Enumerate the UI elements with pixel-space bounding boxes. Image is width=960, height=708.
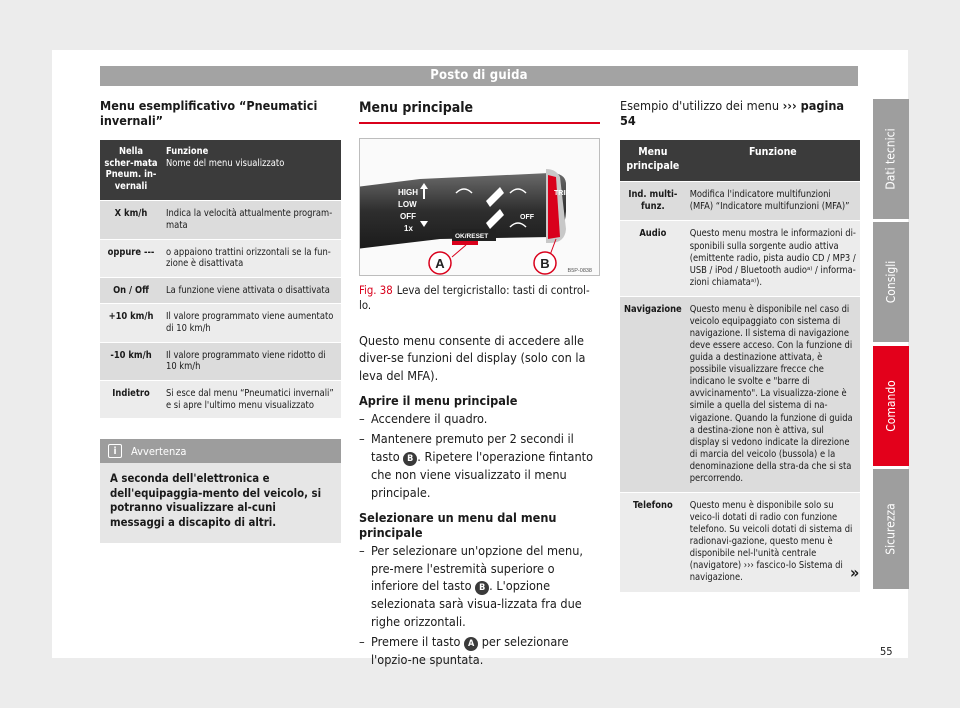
key-a-tag: A	[464, 637, 478, 651]
figure-code: B5P-0838	[567, 268, 592, 274]
tab-dati-tecnici[interactable]: Dati tecnici	[873, 99, 909, 219]
select-menu-subheading: Selezionare un menu dal menu principale	[359, 509, 557, 540]
header-col-screen: Nella scher-mata Pneum. in-vernali	[100, 140, 162, 201]
page-link[interactable]: ››› pagina 54	[620, 98, 845, 128]
wiper-stalk-illustration	[360, 139, 600, 276]
high-label: HIGH	[398, 188, 418, 197]
low-label: LOW	[398, 200, 417, 209]
winter-tyres-title: Menu esemplificativo “Pneumatici invernali”	[100, 98, 318, 128]
header-col-function: Funzione	[686, 140, 860, 182]
off2-label: OFF	[520, 214, 534, 221]
example-heading: Esempio d'utilizzo dei menu ››› pagina 54	[620, 98, 845, 128]
winter-tyres-table	[100, 140, 341, 418]
ok-reset-label: OK/RESET	[455, 233, 489, 240]
header-col-menu: Menu principale	[620, 140, 686, 182]
continued-marker: »	[850, 563, 860, 582]
warning-title: Avvertenza	[131, 444, 187, 458]
callout-b-label: B	[540, 256, 550, 271]
step-1: – Accendere il quadro.	[359, 410, 600, 428]
warning-box	[100, 439, 341, 543]
table-row: X km/h Indica la velocità attualmente program-mata	[100, 201, 341, 239]
tab-consigli[interactable]: Consigli	[873, 222, 909, 342]
warning-header	[100, 439, 341, 463]
column-middle	[359, 98, 600, 669]
warning-text: A seconda dell'elettronica e dell'equipaggia-mento del veicolo, si potranno visualizzare al-cuni messaggi a discapito di altri.	[110, 472, 322, 530]
off-label: OFF	[400, 212, 416, 221]
main-menu-heading: Menu principale	[359, 98, 600, 124]
table-row: Navigazione Questo menu è disponibile nel caso di veicolo equipaggiato con sistema di navigazione. Il sistema di navigazione deve essere acceso. Con la funzione di guida a destinazione attivata, è possibile visualizzare frecce che indicano le svolte e "barre di avvicinamento". La visualizza-zione è simile a quella del sistema di na-vigazione. Quando la funzione di guida a destina-zione non è attiva, sul display si vedono indicate la direzione di marcia del veicolo (bussola) e la denominazione della stra-da che si sta percorrendo.	[620, 296, 860, 492]
tab-comando[interactable]: Comando	[873, 346, 909, 466]
tab-sicurezza[interactable]: Sicurezza	[873, 469, 909, 589]
table-header	[100, 140, 341, 201]
step-4: – Premere il tasto A per selezionare l'opzio-ne spuntata.	[359, 633, 600, 669]
table-row: On / Off La funzione viene attivata o disattivata	[100, 277, 341, 304]
table-row: Ind. multi-funz. Modifica l'indicatore multifunzioni (MFA) “Indicatore multifunzioni (MFA)”	[620, 182, 860, 221]
main-menu-table	[620, 140, 860, 592]
callout-a-label: A	[435, 256, 445, 271]
key-b-tag: B	[475, 581, 489, 595]
column-right	[620, 98, 860, 592]
step-3: – Per selezionare un'opzione del menu, pre-mere l'estremità superiore o inferiore del tasto B . L'opzione selezionata sarà visua-lizzata fra due righe orizzontali.	[359, 542, 600, 632]
figure-caption: Fig. 38 Leva del tergicristallo: tasti di control-lo.	[359, 284, 590, 313]
once-label: 1x	[404, 224, 413, 233]
step-2: – Mantenere premuto per 2 secondi il tasto B . Ripetere l'operazione fintanto che non viene visualizzato il menu principale.	[359, 430, 600, 502]
table-row: oppure --- o appaiono trattini orizzontali se la fun-zione è disattivata	[100, 239, 341, 277]
wiper-stalk-figure	[359, 138, 600, 276]
open-menu-subheading: Aprire il menu principale	[359, 393, 518, 409]
trip-label: TRIP	[554, 190, 570, 197]
table-row: Audio Questo menu mostra le informazioni di-sponibili sulla sorgente audio attiva (emittente radio, pista audio CD / MP3 / USB / iPod / Bluetooth audioᵃ⁾ / informa-zioni chiamataᵃ⁾).	[620, 221, 860, 296]
header-col-function: Funzione Nome del menu visualizzato	[162, 140, 341, 201]
table-row: Telefono Questo menu è disponibile solo su veico-li dotati di radio con funzione telefono. Su veicoli dotati di sistema di radionavi-gazione, questo menu è disponibile nel-l'unità centrale (navigatore) ››› fascico-lo Sistema di navigazione.	[620, 493, 860, 592]
info-icon: i	[108, 444, 122, 458]
table-row: Indietro Si esce dal menu “Pneumatici invernali” e si apre l'ultimo menu visualizzato	[100, 380, 341, 418]
table-row: -10 km/h Il valore programmato viene ridotto di 10 km/h	[100, 342, 341, 380]
table-header	[620, 140, 860, 182]
key-b-tag: B	[403, 452, 417, 466]
intro-paragraph: Questo menu consente di accedere alle diver-se funzioni del display (solo con la leva del MFA).	[359, 332, 586, 384]
column-left	[100, 98, 341, 543]
table-row: +10 km/h Il valore programmato viene aumentato di 10 km/h	[100, 304, 341, 342]
page-number: 55	[880, 645, 893, 658]
page-header: Posto di guida	[100, 66, 858, 86]
